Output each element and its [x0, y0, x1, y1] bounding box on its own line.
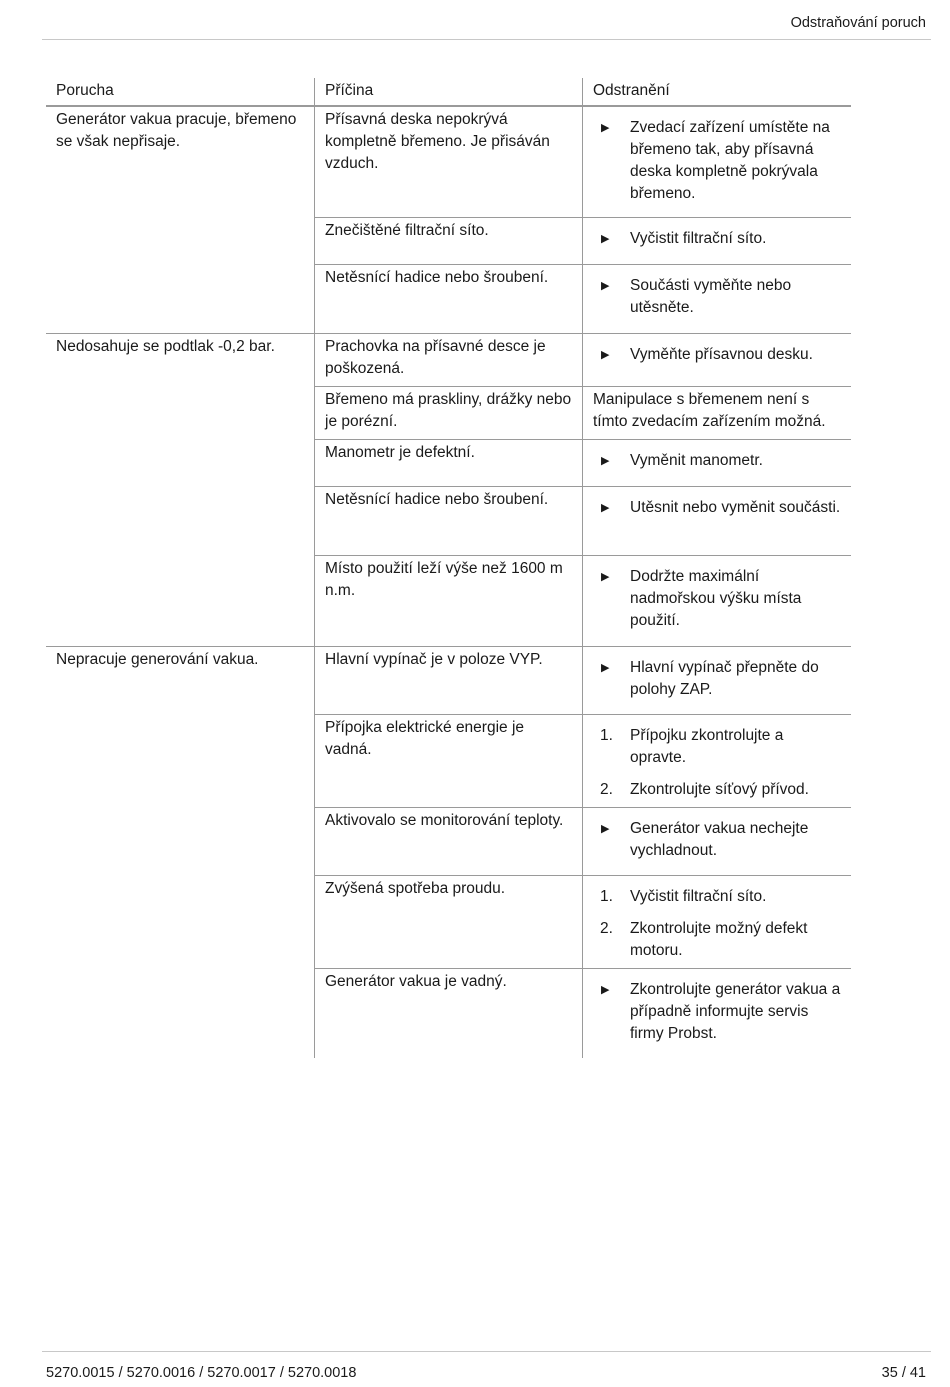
triangle-right-icon: ▶	[601, 662, 610, 674]
action-step	[593, 566, 841, 632]
remedy-cell	[582, 715, 851, 807]
fault-cell: Nedosahuje se podtlak -0,2 bar.	[56, 338, 275, 355]
step-text: Generátor vakua nechejte vychladnout.	[630, 820, 809, 859]
table-header-row	[46, 78, 851, 107]
action-step	[593, 657, 841, 701]
action-step	[593, 344, 841, 366]
cause-cell: Aktivovalo se monitorování teploty.	[314, 808, 582, 875]
table-row	[314, 387, 851, 440]
remedy-text: Manipulace s břemenem není s tímto zvedacím zařízením možná.	[593, 391, 826, 430]
table-row	[314, 265, 851, 333]
remedy-cell	[582, 265, 851, 333]
remedy-cell	[582, 387, 851, 439]
action-step	[593, 228, 841, 250]
step-text: Zvedací zařízení umístěte na břemeno tak, aby přísavná deska kompletně pokrývala břemeno.	[630, 119, 830, 202]
table-row	[314, 218, 851, 265]
step-number: 2.	[600, 920, 613, 937]
triangle-right-icon: ▶	[601, 349, 610, 361]
action-step	[593, 497, 841, 519]
cause-cell: Manometr je defektní.	[314, 440, 582, 486]
remedy-cell	[582, 969, 851, 1058]
triangle-right-icon: ▶	[601, 233, 610, 245]
footer-model-numbers: 5270.0015 / 5270.0016 / 5270.0017 / 5270.0018	[46, 1365, 357, 1381]
cause-cell: Znečištěné filtrační síto.	[314, 218, 582, 264]
triangle-right-icon: ▶	[601, 823, 610, 835]
cause-cell: Přísavná deska nepokrývá kompletně břemeno. Je přisáván vzduch.	[314, 107, 582, 217]
step-text: Utěsnit nebo vyměnit součásti.	[630, 499, 841, 516]
table-row	[314, 487, 851, 556]
numbered-step	[593, 918, 841, 962]
step-text: Zkontrolujte síťový přívod.	[630, 781, 809, 798]
step-number: 2.	[600, 781, 613, 798]
step-text: Zkontrolujte možný defekt motoru.	[630, 920, 808, 959]
page-number: 35 / 41	[881, 1365, 926, 1381]
table-row	[314, 334, 851, 387]
triangle-right-icon: ▶	[601, 122, 610, 134]
triangle-right-icon: ▶	[601, 455, 610, 467]
column-header-fault: Porucha	[56, 82, 114, 99]
table-row	[314, 556, 851, 646]
cause-cell: Netěsnící hadice nebo šroubení.	[314, 265, 582, 333]
remedy-cell	[582, 876, 851, 968]
action-step	[593, 117, 841, 205]
remedy-cell	[582, 218, 851, 264]
cause-remedy-rows	[314, 107, 851, 333]
header-divider	[42, 39, 931, 40]
remedy-cell	[582, 808, 851, 875]
numbered-step	[593, 779, 841, 801]
step-text: Hlavní vypínač přepněte do polohy ZAP.	[630, 659, 819, 698]
fault-cell: Generátor vakua pracuje, břemeno se však nepřisaje.	[56, 111, 297, 150]
cause-cell: Místo použití leží výše než 1600 m n.m.	[314, 556, 582, 646]
fault-group	[46, 334, 851, 647]
footer-divider	[42, 1351, 931, 1352]
table-row	[314, 440, 851, 487]
remedy-cell	[582, 556, 851, 646]
remedy-cell	[582, 647, 851, 714]
cause-cell: Netěsnící hadice nebo šroubení.	[314, 487, 582, 555]
cause-cell: Prachovka na přísavné desce je poškozená.	[314, 334, 582, 386]
fault-cell: Nepracuje generování vakua.	[56, 651, 259, 668]
table-row	[314, 647, 851, 715]
step-text: Vyměnit manometr.	[630, 452, 763, 469]
triangle-right-icon: ▶	[601, 502, 610, 514]
fault-group	[46, 107, 851, 334]
step-number: 1.	[600, 727, 613, 744]
table-row	[314, 969, 851, 1058]
step-text: Přípojku zkontrolujte a opravte.	[630, 727, 784, 766]
troubleshooting-table	[46, 78, 851, 1058]
remedy-cell	[582, 440, 851, 486]
action-step	[593, 818, 841, 862]
action-step	[593, 979, 841, 1045]
cause-cell: Hlavní vypínač je v poloze VYP.	[314, 647, 582, 714]
step-text: Vyčistit filtrační síto.	[630, 888, 767, 905]
remedy-cell	[582, 334, 851, 386]
cause-cell: Generátor vakua je vadný.	[314, 969, 582, 1058]
step-text: Součásti vyměňte nebo utěsněte.	[630, 277, 792, 316]
triangle-right-icon: ▶	[601, 571, 610, 583]
column-header-cause: Příčina	[314, 78, 582, 105]
step-number: 1.	[600, 888, 613, 905]
triangle-right-icon: ▶	[601, 280, 610, 292]
table-body	[46, 107, 851, 1058]
table-row	[314, 876, 851, 969]
numbered-step	[593, 886, 841, 908]
cause-remedy-rows	[314, 334, 851, 646]
cause-remedy-rows	[314, 647, 851, 1058]
fault-group	[46, 647, 851, 1058]
numbered-step	[593, 725, 841, 769]
cause-cell: Břemeno má praskliny, drážky nebo je porézní.	[314, 387, 582, 439]
triangle-right-icon: ▶	[601, 984, 610, 996]
table-row	[314, 808, 851, 876]
action-step	[593, 450, 841, 472]
step-text: Dodržte maximální nadmořskou výšku místa použití.	[630, 568, 802, 629]
cause-cell: Přípojka elektrické energie je vadná.	[314, 715, 582, 807]
cause-cell: Zvýšená spotřeba proudu.	[314, 876, 582, 968]
remedy-cell	[582, 487, 851, 555]
remedy-cell	[582, 107, 851, 217]
step-text: Vyčistit filtrační síto.	[630, 230, 767, 247]
page-header-title: Odstraňování poruch	[790, 15, 926, 31]
table-row	[314, 107, 851, 218]
column-header-remedy: Odstranění	[582, 78, 851, 105]
step-text: Vyměňte přísavnou desku.	[630, 346, 813, 363]
action-step	[593, 275, 841, 319]
table-row	[314, 715, 851, 808]
step-text: Zkontrolujte generátor vakua a případně informujte servis firmy Probst.	[630, 981, 841, 1042]
